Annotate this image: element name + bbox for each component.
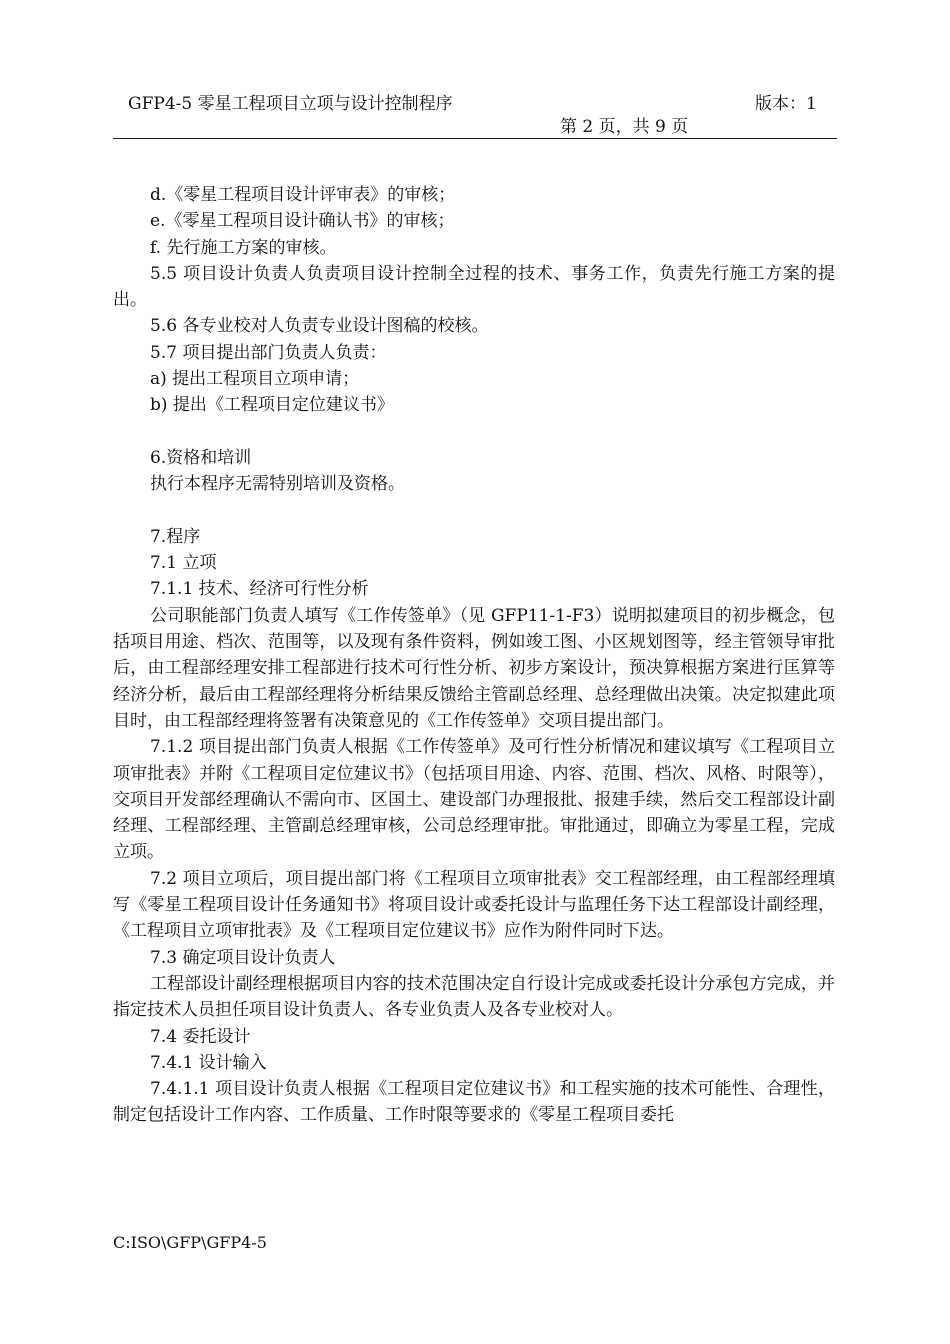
paragraph: 5.5 项目设计负责人负责项目设计控制全过程的技术、事务工作，负责先行施工方案的提出。 xyxy=(113,263,835,311)
paragraph: e.《零星工程项目设计确认书》的审核； xyxy=(150,211,455,232)
header-doc-title: GFP4-5 零星工程项目立项与设计控制程序 xyxy=(128,94,453,114)
paragraph: 5.6 各专业校对人负责专业设计图稿的校核。 xyxy=(150,316,489,337)
spacer xyxy=(113,419,835,445)
subsection-heading: 7.4 委托设计 xyxy=(150,1026,251,1047)
paragraph: 执行本程序无需特别培训及资格。 xyxy=(150,474,405,495)
subsection-heading: 7.4.1 设计输入 xyxy=(150,1052,267,1073)
header-version: 版本：1 xyxy=(755,94,817,114)
header-divider xyxy=(113,138,837,139)
subsection-heading: 7.1.1 技术、经济可行性分析 xyxy=(150,579,369,600)
subsection-heading: 7.1 立项 xyxy=(150,553,217,574)
paragraph: 7.1.2 项目提出部门负责人根据《工作传签单》及可行性分析情况和建议填写《工程项目立项审批表》并附《工程项目定位建议书》（包括项目用途、内容、范围、档次、风格、时限等），交项目开发部经理确认不需向市、区国土、建设部门办理报批、报建手续，然后交工程部设计副经理、工程部经理、主管副总经理审核，公司总经理审批。审批通过，即确立为零星工程，完成立项。 xyxy=(113,737,835,863)
section-heading: 7.程序 xyxy=(150,526,201,547)
section-heading: 6.资格和培训 xyxy=(150,447,252,468)
paragraph: 7.2 项目立项后，项目提出部门将《工程项目立项审批表》交工程部经理，由工程部经理填写《零星工程项目设计任务通知书》将项目设计或委托设计与监理任务下达工程部设计副经理，《工程项目立项审批表》及《工程项目定位建议书》应作为附件同时下达。 xyxy=(113,868,835,942)
paragraph: 5.7 项目提出部门负责人负责： xyxy=(150,342,387,363)
paragraph: d.《零星工程项目设计评审表》的审核； xyxy=(150,185,456,205)
list-item: b) 提出《工程项目定位建议书》 xyxy=(150,395,394,416)
paragraph: 工程部设计副经理根据项目内容的技术范围决定自行设计完成或委托设计分承包方完成，并指定技术人员担任项目设计负责人、各专业负责人及各专业校对人。 xyxy=(113,973,835,1021)
paragraph: 7.4.1.1 项目设计负责人根据《工程项目定位建议书》和工程实施的技术可能性、合理性，制定包括设计工作内容、工作质量、工作时限等要求的《零星工程项目委托 xyxy=(113,1079,835,1126)
paragraph: f. 先行施工方案的审核。 xyxy=(150,237,337,258)
footer-file-path: C:ISO\GFP\GFP4-5 xyxy=(113,1233,267,1252)
list-item: a) 提出工程项目立项申请； xyxy=(150,369,360,390)
spacer xyxy=(113,498,835,524)
document-body xyxy=(113,182,835,1129)
header-page-info: 第 2 页，共 9 页 xyxy=(560,117,689,137)
subsection-heading: 7.3 确定项目设计负责人 xyxy=(150,947,336,968)
paragraph: 公司职能部门负责人填写《工作传签单》（见 GFP11-1-F3）说明拟建项目的初步概念，包括项目用途、档次、范围等，以及现有条件资料，例如竣工图、小区规划图等，经主管领导审批后，由工程部经理安排工程部进行技术可行性分析、初步方案设计，预决算根据方案进行匡算等经济分析，最后由工程部经理将分析结果反馈给主管副总经理、总经理做出决策。决定拟建此项目时，由工程部经理将签署有决策意见的《工作传签单》交项目提出部门。 xyxy=(113,605,835,731)
